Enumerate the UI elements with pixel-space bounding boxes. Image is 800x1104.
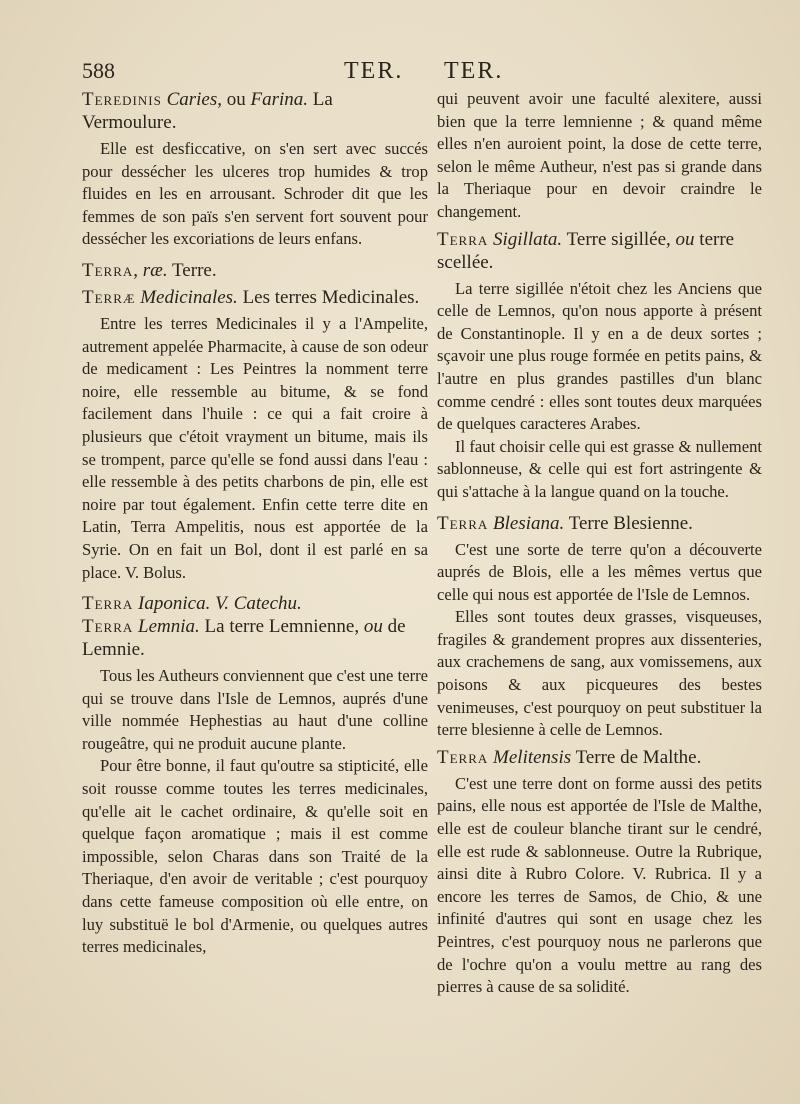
entry-terra-blesiana-heading: Terra Blesiana. Terre Blesienne. [437, 512, 693, 534]
entry-terra-japonica-heading: Terra Iaponica. V. Catechu. [82, 593, 302, 615]
entry-teredinis-heading: Teredinis Caries, ou Farina. La Vermoulure. [82, 89, 333, 133]
entry-terra-melitensis-heading: Terra Melitensis Terre de Malthe. [437, 746, 702, 768]
entry-terra-lemnia-text-1: Tous les Autheurs conviennent que c'est une terre qui se trouve dans l'Isle de Lemnos, auprés d'une ville nommée Hephestias au haut d'une colline rougeâtre, qui ne produit aucune plante. [82, 666, 428, 753]
entry-terra-lemnia-heading: Terra Lemnia. La terre Lemnienne, ou de Lemnie. [82, 616, 406, 661]
page-header [82, 58, 760, 92]
entry-terra-melitensis-text: C'est une terre dont on forme aussi des petits pains, elle nous est apportée de l'Isle de Malthe, elle est de couleur blanche tirant sur le cendré, elle est rude & sablonneuse. Outre la Rubrique, ainsi dite à Rubro Colore. V. Rubrica. Il y a encore les terres de Samos, de Chio, & une infinité d'autres qui sont en usage chez les Peintres, c'est pourquoy nous ne parlerons que de l'ochre qu'on a voulu mettre au rang des pierres à cause de sa solidité. [437, 773, 762, 997]
running-head-left: TER. [344, 58, 404, 84]
entry-terra-heading: Terra, ræ. Terre. [82, 259, 217, 281]
entry-terra-blesiana-text-2: Elles sont toutes deux grasses, visqueuses, fragiles & grandement propres aux dissenteries, aux crachemens de sang, aux vomissemens, aux poisons & aux picqueures des bestes venimeuses, c'est pourquoy on peut substituer la terre blesienne à celle de Lemnos. [437, 607, 762, 740]
page-number: 588 [82, 58, 115, 83]
left-column [82, 88, 428, 959]
right-column [437, 88, 762, 999]
entry-terra-lemnia-text-2: Pour être bonne, il faut qu'outre sa stipticité, elle soit rousse comme toutes les terres medicinales, qu'elle ait le cachet ordinaire, & qu'elle soit en quelque façon aromatique ; mais il est comme impossible, selon Charas dans son Traité de la Theriaque, d'en avoir de veritable ; c'est pourquoy dans cette fameuse composition où elle entre, on luy substituë le bol d'Armenie, ou quelques autres terres medicinales, [82, 756, 428, 957]
running-head-right: TER. [444, 58, 504, 84]
entry-terra-sigillata-text-1: La terre sigillée n'étoit chez les Anciens que celle de Lemnos, qu'on nous apporte à présent de Constantinople. Il y en a de deux sortes ; sçavoir une plus rouge formée en petits pains, & l'autre en plus grandes pastilles d'un blanc comme cendré : elles sont toutes deux marquées de quelques caracteres Arabes. [437, 278, 762, 434]
continuation-text: qui peuvent avoir une faculté alexitere, aussi bien que la terre lemnienne ; & quand même elles n'en auroient point, la dose de cette terre, selon le même Autheur, n'est pas si grande dans la Theriaque pour en devoir craindre le changement. [437, 89, 762, 221]
entry-terra-sigillata-text-2: Il faut choisir celle qui est grasse & nullement sablonneuse, & celle qui est fort astringente & qui s'attache à la langue quand on la touche. [437, 436, 762, 501]
entry-terra-sigillata-heading: Terra Sigillata. Terre sigillée, ou terre scellée. [437, 228, 735, 273]
entry-terrae-medicinales-heading: Terræ Medicinales. Les terres Medicinales. [82, 286, 420, 308]
entry-teredinis-text: Elle est desficcative, on s'en sert avec succés pour dessécher les ulceres trop humides & trop fluides en les en arrousant. Schroder dit que les femmes de son païs s'en servent fort souvent pour dessécher les excoriations de leurs enfans. [82, 139, 428, 249]
entry-terrae-medicinales-text: Entre les terres Medicinales il y a l'Ampelite, autrement appelée Pharmacite, à cause de son odeur de medicament : Les Peintres la nomment terre noire, elle ressemble au bitume, & se fond facilement dans l'huile : ce qui a fait croire à plusieurs que c'étoit vrayment un bitume, mais ils se trompent, parce qu'elle se fond aussi dans l'eau : elle ressemble à des petits charbons de pin, elle est noire par tout également. Enfin cette terre dite en Latin, Terra Ampelitis, nous est apportée de la Syrie. On en fait un Bol, dont il est parlé en sa place. V. Bolus. [82, 313, 428, 582]
entry-terra-blesiana-text-1: C'est une sorte de terre qu'on a découverte auprés de Blois, elle a les mêmes vertus que celle qui nous est apportée de l'Isle de Lemnos. [437, 539, 762, 604]
